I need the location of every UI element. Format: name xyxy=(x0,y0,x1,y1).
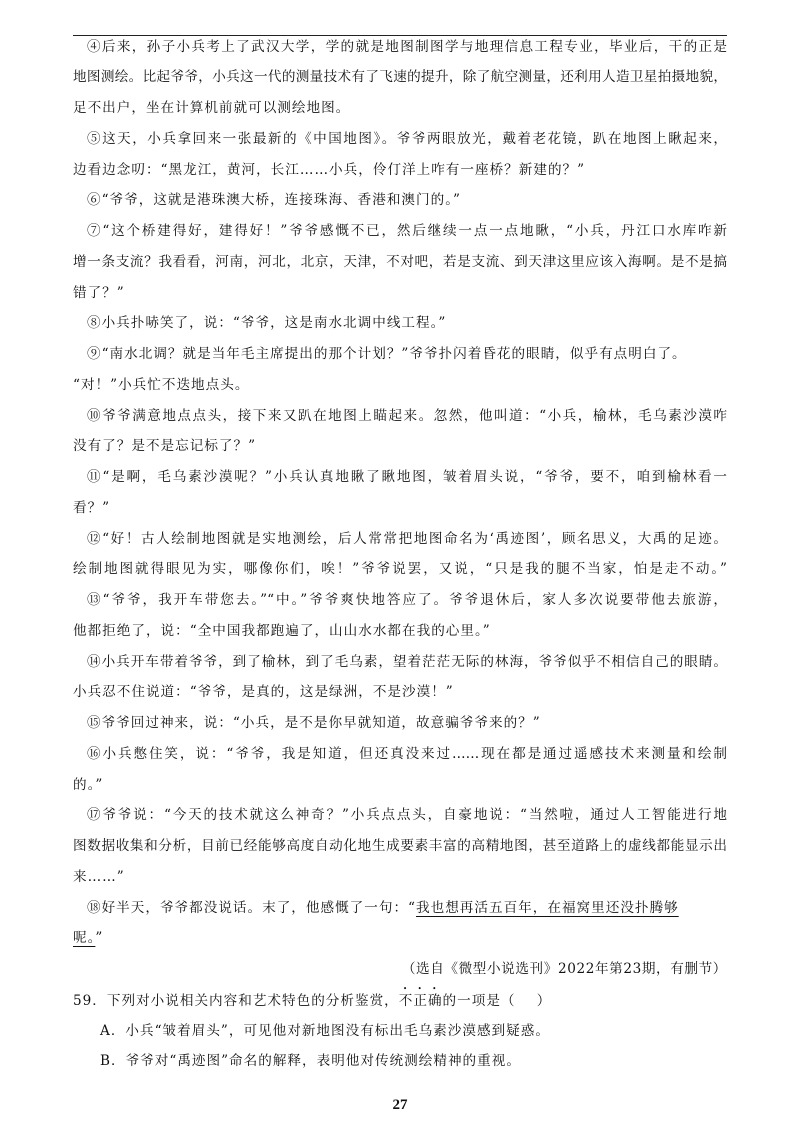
paragraph-16-line-2: 的。” xyxy=(73,776,104,793)
paragraph-7-line-2: 增一条支流？我看看，河南，河北，北京，天津，不对吧，若是支流、到天津这里应该入海啊。是不是搞 xyxy=(73,253,727,270)
paragraph-18-line-2 xyxy=(73,923,727,954)
option-a: A．小兵“皱着眉头”，可见他对新地图没有标出毛乌素沙漠感到疑惑。 xyxy=(100,1022,550,1039)
paragraph-4 xyxy=(73,32,727,124)
paragraph-5-line-2: 边看边念叨：“黑龙江，黄河，长江……小兵，伶仃洋上咋有一座桥？新建的？” xyxy=(73,161,586,178)
paragraph-6-line-1: ⑥“爷爷，这就是港珠澳大桥，连接珠海、香港和澳门的。” xyxy=(87,192,461,209)
paragraph-7-line-1: ⑦“这个桥建得好，建得好！”爷爷感慨不已，然后继续一点一点地瞅，“小兵，丹江口水库咋新 xyxy=(87,223,727,240)
paragraph-11 xyxy=(73,462,727,524)
question-stem-prefix: 59．下列对小说相关内容和艺术特色的分析鉴赏， xyxy=(73,992,399,1009)
paragraph-10 xyxy=(73,401,727,463)
paragraph-17 xyxy=(73,800,727,892)
paragraph-12-line-1: ⑫“好！古人绘制地图就是实地测绘，后人常常把地图命名为‘禹迹图’，顾名思义，大禹的足迹。 xyxy=(87,530,727,547)
page-number: 27 xyxy=(392,1097,408,1113)
paragraph-13 xyxy=(73,585,727,647)
paragraph-11-line-2: 看？” xyxy=(73,499,111,516)
paragraph-7-line-3: 错了？” xyxy=(73,284,125,301)
paragraph-6 xyxy=(73,185,727,216)
paragraph-4-line-3: 足不出户，坐在计算机前就可以测绘地图。 xyxy=(73,100,351,117)
paragraph-16 xyxy=(73,739,727,801)
paragraph-12 xyxy=(73,524,727,586)
paragraph-10-line-1: ⑩爷爷满意地点点头，接下来又趴在地图上瞄起来。忽然，他叫道：“小兵，榆林，毛乌素沙漠咋 xyxy=(87,407,727,424)
paragraph-8-line-1: ⑧小兵扑哧笑了，说：“爷爷，这是南水北调中线工程。” xyxy=(87,315,447,332)
paragraph-8 xyxy=(73,308,727,339)
paragraph-9 xyxy=(73,339,727,401)
paragraph-14-line-2: 小兵忍不住说道：“爷爷，是真的，这是绿洲，不是沙漠！” xyxy=(73,684,454,701)
paragraph-17-line-1: ⑰爷爷说：“今天的技术就这么神奇？”小兵点点头，自豪地说：“当然啦，通过人工智能进行地 xyxy=(87,807,727,824)
paragraph-18 xyxy=(73,893,727,955)
paragraph-10-line-2: 没有了？是不是忘记标了？” xyxy=(73,438,257,455)
option-b: B．爷爷对“禹迹图”命名的解释，表明他对传统测绘精神的重视。 xyxy=(100,1053,521,1070)
paragraph-7 xyxy=(73,216,727,308)
emphasized-not-correct: 不正确 xyxy=(398,992,443,1009)
paragraph-14 xyxy=(73,647,727,709)
paragraph-5-line-1: ⑤这天，小兵拿回来一张最新的《中国地图》。爷爷两眼放光，戴着老花镜，趴在地图上瞅起来， xyxy=(87,130,727,147)
paragraph-17-line-3: 来……” xyxy=(73,868,125,885)
paragraph-9-line-1: ⑨“南水北调？就是当年毛主席提出的那个计划？”爷爷扑闪着昏花的眼睛，似乎有点明白了。 xyxy=(87,346,687,363)
paragraph-11-line-1: ⑪“是啊，毛乌素沙漠呢？”小兵认真地瞅了瞅地图，皱着眉头说，“爷爷，要不，咱到榆林看一 xyxy=(87,469,727,486)
paragraph-16-line-1: ⑯小兵憋住笑，说：“爷爷，我是知道，但还真没来过……现在都是通过遥感技术来测量和绘制 xyxy=(87,745,727,762)
underlined-quote: 我也想再活五百年，在福窝里还没扑腾够 xyxy=(416,899,679,916)
source-citation: （选自《微型小说选刊》2022年第23期，有删节） xyxy=(401,961,727,978)
paragraph-5 xyxy=(73,124,727,186)
paragraph-13-line-2: 他都拒绝了，说：“全中国我都跑遍了，山山水水都在我的心里。” xyxy=(73,622,491,639)
paragraph-18-line-1 xyxy=(73,893,727,924)
paragraph-15 xyxy=(73,708,727,739)
paragraph-14-line-1: ⑭小兵开车带着爷爷，到了榆林，到了毛乌素，望着茫茫无际的林海，爷爷似乎不相信自己的眼睛。 xyxy=(87,653,727,670)
paragraph-4-line-2: 地图测绘。比起爷爷，小兵这一代的测量技术有了飞速的提升，除了航空测量，还利用人造卫星拍摄地貌， xyxy=(73,69,727,86)
paragraph-9-line-2: “对！”小兵忙不迭地点头。 xyxy=(73,376,250,393)
paragraph-12-line-2: 绘制地图就得眼见为实，哪像你们，唉！”爷爷说罢，又说，“只是我的腿不当家，怕是走不动。” xyxy=(73,561,727,578)
underlined-quote-end: 呢。 xyxy=(73,930,96,947)
paragraph-13-line-1: ⑬“爷爷，我开车带您去。”“中。”爷爷爽快地答应了。爷爷退休后，家人多次说要带他去旅游， xyxy=(87,592,727,609)
paragraph-18-text: ⑱好半天，爷爷都没说话。末了，他感慨了一句：“ xyxy=(87,899,417,916)
question-59-stem xyxy=(73,985,727,1016)
closing-quote: ” xyxy=(95,930,104,947)
paragraph-15-line-1: ⑮爷爷回过神来，说：“小兵，是不是你早就知道，故意骗爷爷来的？” xyxy=(87,715,541,732)
paragraph-17-line-2: 图数据收集和分析，目前已经能够高度自动化地生成要素丰富的高精地图，甚至道路上的虚线都能显示出 xyxy=(73,838,727,855)
paragraph-4-line-1: ④后来，孙子小兵考上了武汉大学，学的就是地图制图学与地理信息工程专业，毕业后，干的正是 xyxy=(87,38,727,55)
document-body xyxy=(73,32,727,1078)
question-stem-suffix: 的一项是（ ） xyxy=(442,992,552,1009)
